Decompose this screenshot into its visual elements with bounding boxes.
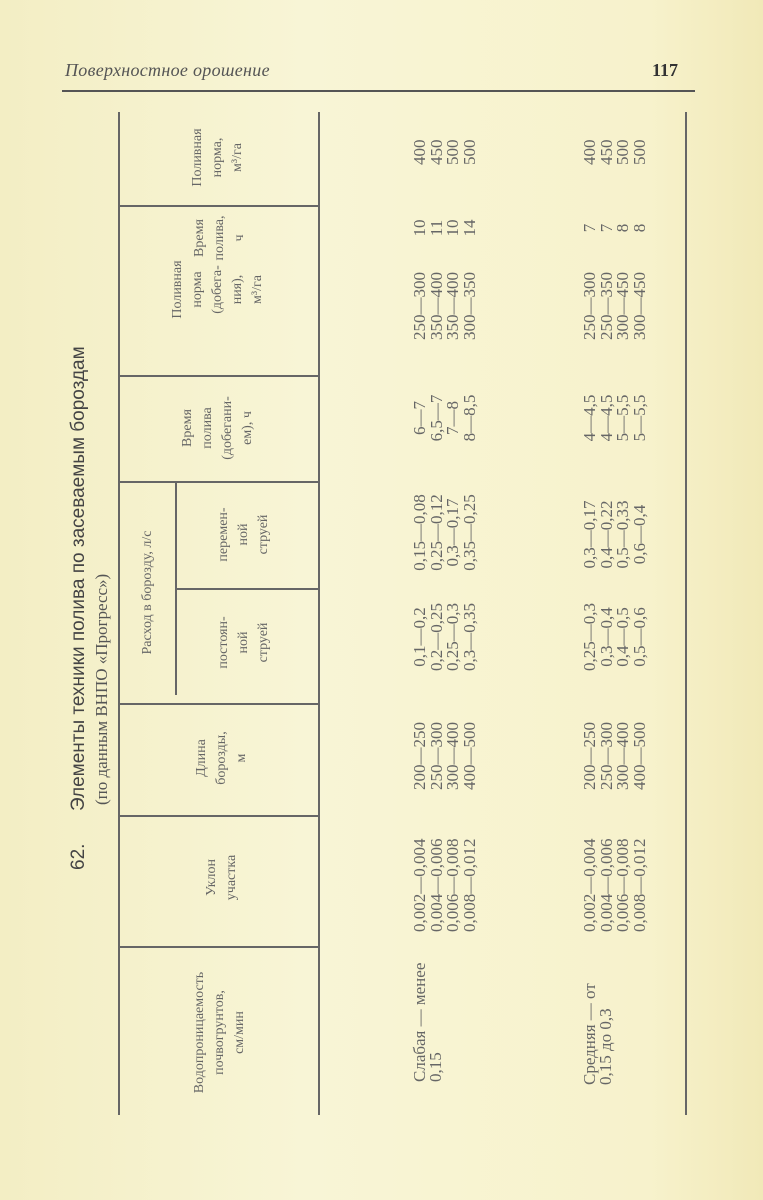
cell-text: 0,2—0,25: [426, 603, 446, 671]
cell-text: 0,25—0,3: [580, 603, 599, 671]
cell-text: 250—300: [596, 722, 616, 790]
header-time: [190, 208, 250, 268]
cell-text: 200—250: [410, 722, 429, 790]
table-caption: [68, 346, 90, 870]
header-text: ч: [232, 234, 247, 242]
cell-time-dobeg: [412, 388, 478, 448]
col-divider: [118, 946, 318, 948]
header-flow-constant: [214, 590, 274, 695]
cell-text: 0,008—0,012: [459, 838, 479, 932]
cell-length: [582, 722, 648, 790]
cell-text: 5—5,5: [629, 394, 649, 442]
cell-flow-constant: [412, 592, 478, 682]
table-subtitle: (по данным ВНПО «Прогресс»): [92, 573, 111, 805]
cell-norm: [582, 140, 648, 166]
cell-text: 500: [443, 139, 462, 165]
cell-text: 250—300: [410, 272, 429, 340]
cell-norm: [412, 140, 478, 166]
header-text: перемен-: [216, 507, 231, 562]
cell-text: 0,1—0,2: [410, 607, 429, 667]
header-flow-variable: [214, 482, 274, 587]
cell-slope: [412, 839, 478, 933]
running-header-title: Поверхностное орошение: [65, 60, 270, 80]
cell-text: 0,002—0,004: [410, 838, 429, 932]
cell-text: 0,3—0,17: [580, 500, 599, 569]
cell-time: [412, 216, 478, 240]
cell-text: 0,004—0,006: [426, 838, 446, 932]
header-text: Длина: [194, 739, 209, 777]
cell-text: 6,5—7: [426, 394, 446, 442]
cell-text: 250—350: [596, 272, 616, 340]
cell-text: 0,25—0,3: [443, 603, 462, 671]
cell-text: 0,5—0,6: [629, 607, 649, 667]
cell-text: 0,3—0,4: [596, 607, 616, 667]
header-text: ния),: [230, 274, 245, 305]
table-border-bottom: [685, 112, 687, 1115]
header-norm: [188, 110, 248, 205]
header-text: Время: [192, 219, 207, 257]
cell-text: 4—4,5: [580, 394, 599, 442]
cell-time: [582, 216, 648, 240]
cell-text: 14: [459, 219, 479, 237]
cell-text: 0,3—0,35: [459, 603, 479, 671]
cell-text: 11: [426, 219, 446, 237]
cell-text: 350—400: [443, 272, 462, 340]
cell-text: Средняя — от: [580, 983, 599, 1085]
cell-text: 300—450: [613, 272, 632, 340]
header-text: борозды,: [214, 731, 229, 785]
table-number: 62.: [68, 843, 89, 870]
cell-slope: [582, 839, 648, 933]
cell-text: 4—4,5: [596, 394, 616, 442]
cell-text: 0,15: [426, 1052, 445, 1082]
header-text: Водопроницаемость: [192, 971, 207, 1094]
cell-text: 300—400: [613, 722, 632, 790]
cell-text: 0,4—0,5: [613, 607, 632, 667]
cell-text: 300—350: [459, 272, 479, 340]
header-text: полива,: [212, 215, 227, 261]
header-text: Поливная: [190, 128, 205, 187]
cell-flow-variable: [412, 485, 478, 580]
header-text: Уклон: [204, 859, 219, 896]
cell-text: 400—500: [629, 722, 649, 790]
cell-text: 400: [580, 139, 599, 165]
cell-text: 0,4—0,22: [596, 500, 616, 569]
cell-text: 500: [459, 139, 479, 165]
header-time-dobeg: [178, 378, 258, 478]
header-text: см/мин: [232, 1011, 247, 1054]
cell-norm-dobeg: [582, 272, 648, 340]
cell-permeability: [412, 963, 444, 1082]
cell-flow-constant: [582, 592, 648, 682]
header-flow-group: Расход в борозду, л/с: [140, 530, 155, 655]
cell-text: 500: [613, 139, 632, 165]
cell-text: 8—8,5: [459, 394, 479, 442]
header-separator: [318, 112, 320, 1115]
cell-text: 8: [629, 223, 649, 233]
cell-length: [412, 722, 478, 790]
cell-text: 0,5—0,33: [613, 500, 632, 569]
header-permeability: [190, 955, 250, 1110]
table-title: Элементы техники полива по засеваемым бороздам: [68, 346, 89, 812]
header-text: м: [234, 753, 249, 763]
cell-text: 0,35—0,25: [459, 494, 479, 571]
header-text: м³/га: [250, 275, 265, 304]
header-text: м³/га: [230, 143, 245, 172]
cell-text: 0,6—0,4: [629, 504, 649, 565]
header-text: Время: [180, 409, 195, 447]
cell-text: 7: [596, 223, 616, 233]
header-text: (добегани-: [220, 396, 235, 460]
cell-flow-variable: [582, 487, 648, 582]
cell-text: 0,008—0,012: [629, 838, 649, 932]
header-length: [192, 708, 252, 808]
cell-text: 450: [596, 139, 616, 165]
cell-text: 10: [410, 219, 429, 237]
cell-text: 350—400: [426, 272, 446, 340]
header-text: постоян-: [216, 616, 231, 669]
table-border-top: [118, 112, 120, 1115]
cell-norm-dobeg: [412, 272, 478, 340]
header-text: полива: [200, 407, 215, 449]
col-divider: [118, 375, 318, 377]
header-text: участка: [224, 854, 239, 901]
cell-text: 6—7: [410, 401, 429, 435]
header-text: почвогрунтов,: [212, 990, 227, 1075]
cell-text: 500: [629, 139, 649, 165]
col-divider: [118, 815, 318, 817]
header-text: струей: [256, 514, 271, 555]
cell-text: 0,006—0,008: [613, 838, 632, 932]
header-text: ем), ч: [240, 411, 255, 445]
cell-text: 450: [426, 139, 446, 165]
cell-text: 0,25—0,12: [426, 494, 446, 571]
cell-text: 0,006—0,008: [443, 838, 462, 932]
cell-text: 7—8: [443, 401, 462, 435]
header-text: норма: [190, 271, 205, 308]
cell-text: 0,3—0,17: [443, 498, 462, 567]
cell-text: 400: [410, 139, 429, 165]
header-slope: [202, 820, 242, 935]
cell-text: 7: [580, 223, 599, 233]
cell-time-dobeg: [582, 388, 648, 448]
cell-text: 8: [613, 223, 632, 233]
header-text: Поливная: [170, 260, 185, 319]
cell-text: 10: [443, 219, 462, 237]
header-text: струей: [256, 622, 271, 663]
header-text: ной: [236, 523, 251, 546]
header-text: (добега-: [210, 265, 225, 314]
cell-text: 200—250: [580, 722, 599, 790]
cell-text: 0,004—0,006: [596, 838, 616, 932]
cell-text: 0,15 до 0,3: [596, 1008, 615, 1085]
cell-text: 250—300: [426, 722, 446, 790]
cell-text: 300—450: [629, 272, 649, 340]
cell-text: 5—5,5: [613, 394, 632, 442]
cell-text: Слабая — менее: [410, 962, 429, 1082]
cell-text: 0,002—0,004: [580, 838, 599, 932]
cell-text: 250—300: [580, 272, 599, 340]
col-divider: [118, 703, 318, 705]
cell-permeability: [582, 983, 614, 1085]
header-text: норма,: [210, 137, 225, 178]
header-rule: [62, 90, 695, 92]
header-text: ной: [236, 631, 251, 654]
cell-text: 400—500: [459, 722, 479, 790]
cell-text: 300—400: [443, 722, 462, 790]
cell-text: 0,15—0,08: [410, 494, 429, 571]
page-number: 117: [652, 60, 679, 80]
